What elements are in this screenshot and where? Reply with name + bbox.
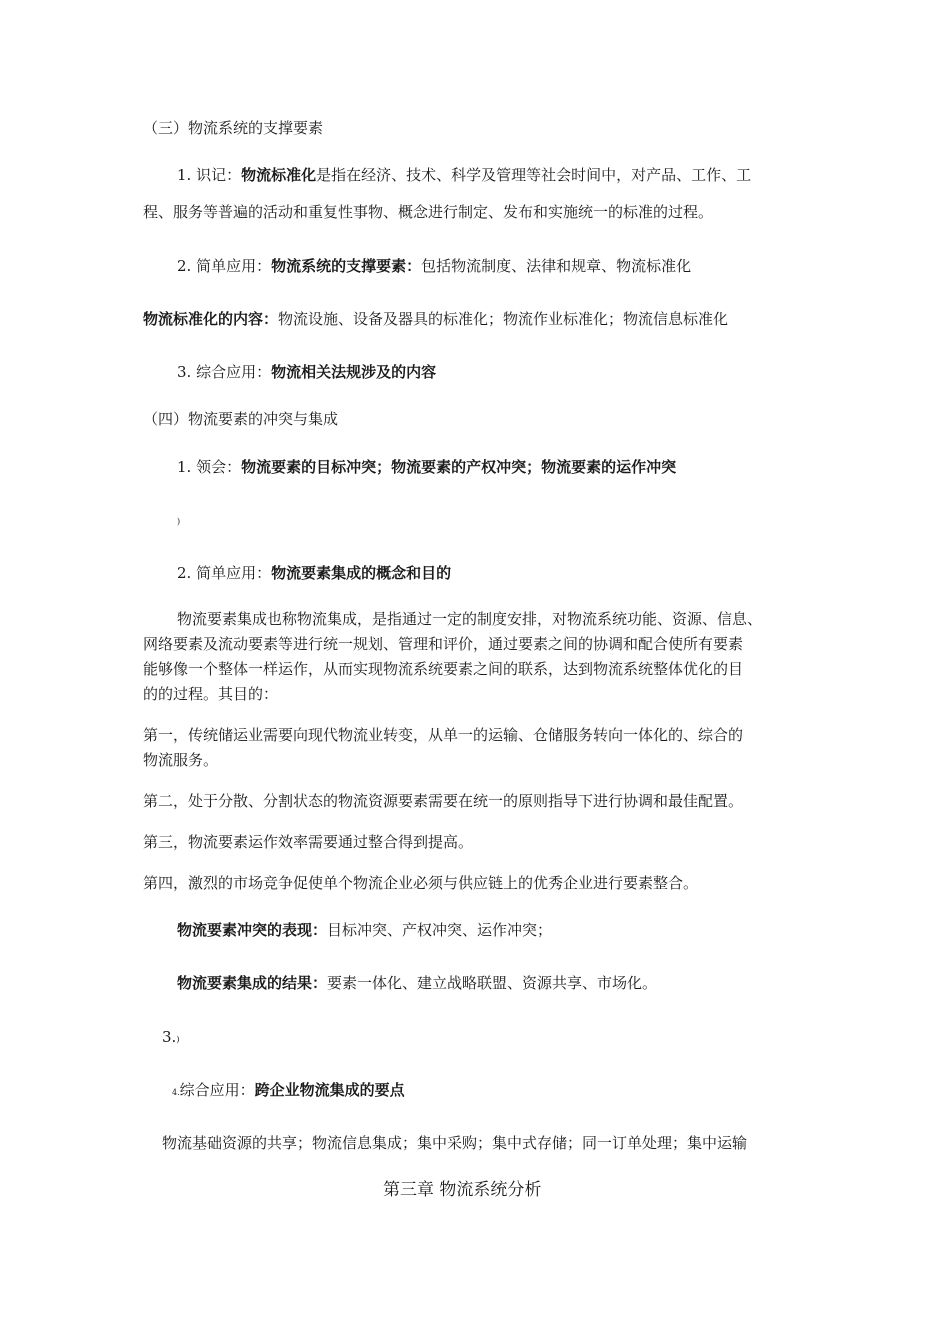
paragraph-line: 网络要素及流动要素等进行统一规划、管理和评价，通过要素之间的协调和配合使所有要素 xyxy=(143,635,744,653)
item-1-recognize xyxy=(177,165,751,185)
item-3-blank xyxy=(162,1027,179,1050)
item-1-understand xyxy=(177,457,676,477)
paragraph-line: 物流要素集成也称物流集成，是指通过一定的制度安排，对物流系统功能、资源、信息、 xyxy=(177,610,763,628)
item-3-comprehensive xyxy=(177,362,436,382)
support-elements-text: 包括物流制度、法律和规章、物流标准化 xyxy=(421,257,692,275)
conflict-manifestation-text: 目标冲突、产权冲突、运作冲突； xyxy=(327,921,553,939)
item-2-simple-application-4 xyxy=(177,563,451,583)
term-regulations: 物流相关法规涉及的内容 xyxy=(271,363,437,381)
item-prefix: 3. 综合应用： xyxy=(177,363,272,381)
chapter-title: 第三章 物流系统分析 xyxy=(383,1180,542,1200)
purpose-fourth: 第四，激烈的市场竞争促使单个物流企业必须与供应链上的优秀企业进行要素整合。 xyxy=(143,874,699,892)
purpose-first: 第一，传统储运业需要向现代物流业转变，从单一的运输、仓储服务转向一体化的、综合的 xyxy=(143,726,744,744)
paragraph-line: 能够像一个整体一样运作，从而实现物流系统要素之间的联系，达到物流系统整体优化的目 xyxy=(143,660,744,678)
item-prefix: 2. 简单应用： xyxy=(177,257,272,275)
item-prefix: 2. 简单应用： xyxy=(177,564,272,582)
integration-result-text: 要素一体化、建立战略联盟、资源共享、市场化。 xyxy=(327,974,658,992)
purpose-first-cont: 物流服务。 xyxy=(143,751,219,769)
section-heading-4: （四）物流要素的冲突与集成 xyxy=(143,410,339,428)
purpose-second: 第二，处于分散、分割状态的物流资源要素需要在统一的原则指导下进行协调和最佳配置。 xyxy=(143,792,744,810)
cross-enterprise-points: 物流基础资源的共享；物流信息集成；集中采购；集中式存储；同一订单处理；集中运输 xyxy=(162,1134,748,1152)
term-support-elements: 物流系统的支撑要素： xyxy=(271,257,422,275)
purpose-third: 第三，物流要素运作效率需要通过整合得到提高。 xyxy=(143,833,474,851)
paragraph-line: 的的过程。其目的： xyxy=(143,685,279,703)
item-prefix: 1. 识记： xyxy=(177,166,242,184)
item-prefix: 3. xyxy=(162,1028,177,1046)
item-prefix: 综合应用： xyxy=(179,1081,255,1099)
definition-continuation: 程、服务等普遍的活动和重复性事物、概念进行制定、发布和实施统一的标准的过程。 xyxy=(143,203,714,221)
item-number: 4. xyxy=(172,1088,180,1097)
item-2-simple-application xyxy=(177,256,691,276)
integration-result xyxy=(177,973,657,993)
term-conflicts: 物流要素的目标冲突；物流要素的产权冲突；物流要素的运作冲突 xyxy=(241,458,677,476)
term-integration-concept: 物流要素集成的概念和目的 xyxy=(271,564,452,582)
definition-text: 是指在经济、技术、科学及管理等社会时间中，对产品、工作、工 xyxy=(316,166,752,184)
item-prefix: 1. 领会： xyxy=(177,458,242,476)
term-conflict-manifestation: 物流要素冲突的表现： xyxy=(177,921,328,939)
section-heading-3: （三）物流系统的支撑要素 xyxy=(143,119,324,137)
standardization-content-text: 物流设施、设备及器具的标准化；物流作业标准化；物流信息标准化 xyxy=(278,310,729,328)
term-integration-result: 物流要素集成的结果： xyxy=(177,974,328,992)
term-cross-enterprise: 跨企业物流集成的要点 xyxy=(254,1081,405,1099)
standardization-content xyxy=(143,309,728,329)
item-4-comprehensive xyxy=(172,1080,405,1103)
conflict-manifestation xyxy=(177,920,552,940)
term-logistics-standardization: 物流标准化 xyxy=(241,166,317,184)
stray-mark: ) xyxy=(176,1035,180,1044)
term-standardization-content: 物流标准化的内容： xyxy=(143,310,279,328)
stray-mark: ) xyxy=(177,517,181,526)
